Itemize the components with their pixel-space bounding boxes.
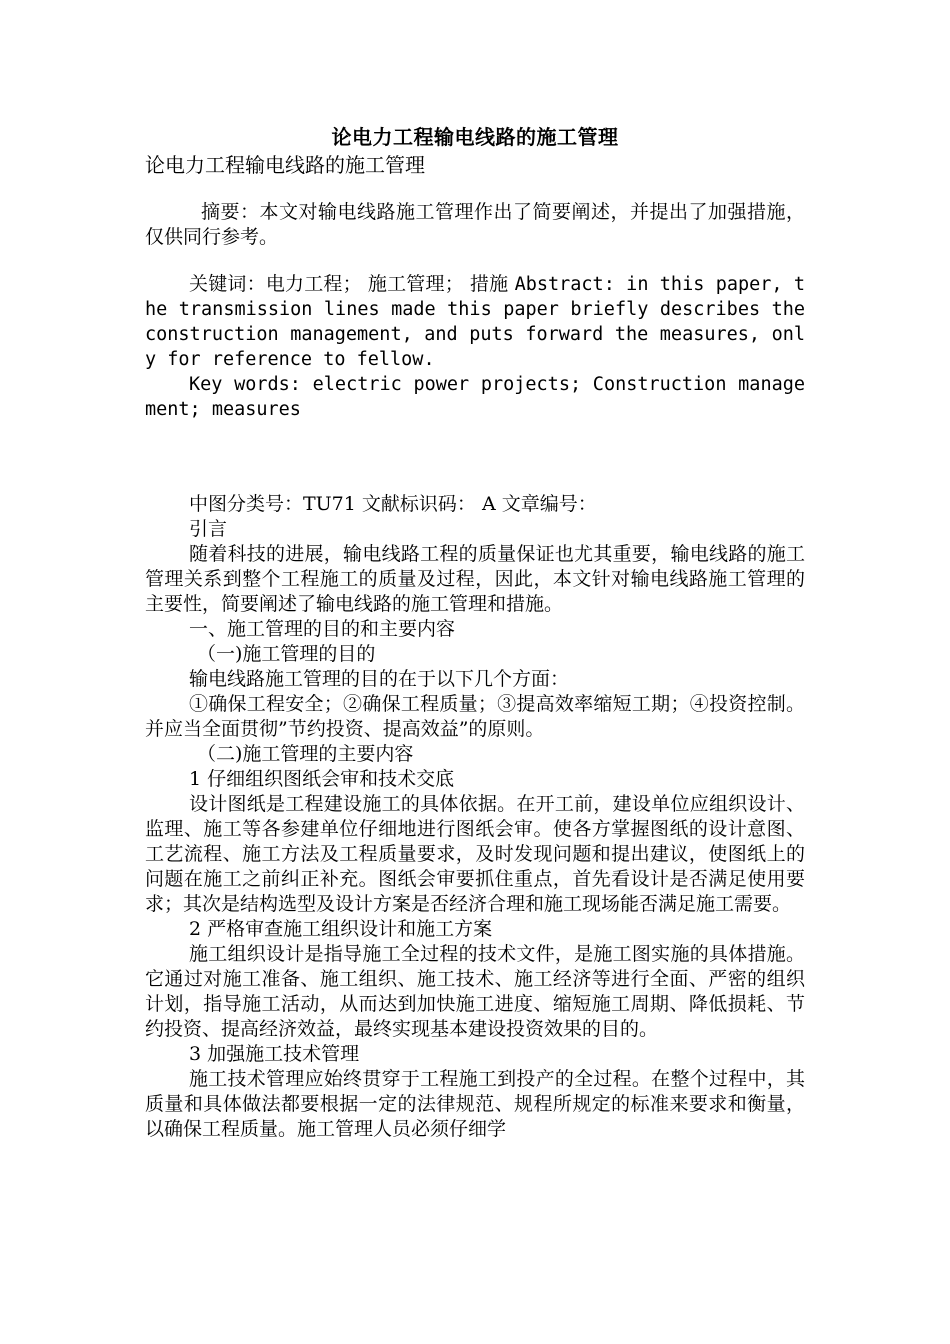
item3-heading: 3 加强施工技术管理 <box>189 1043 360 1065</box>
sub2-heading: （二)施工管理的主要内容 <box>197 743 414 765</box>
intro-paragraph: 随着科技的进展，输电线路工程的质量保证也尤其重要，输电线路的施工管理关系到整个工程施工的质量及过程，因此，本文针对输电线路施工管理的主要性，简要阐述了输电线路的施工管理和措施。 <box>145 543 805 615</box>
item2-paragraph: 施工组织设计是指导施工全过程的技术文件，是施工图实施的具体措施。它通过对施工准备、施工组织、施工技术、施工经济等进行全面、严密的组织计划，指导施工活动，从而达到加快施工进度、缩短施工周期、降低损耗、节约投资、提高经济效益，最终实现基本建设投资效果的目的。 <box>145 943 805 1040</box>
document-page <box>145 122 805 1142</box>
classification-line: 中图分类号：TU71 文献标识码： A 文章编号： <box>189 493 597 515</box>
document-subtitle: 论电力工程输电线路的施工管理 <box>145 153 425 177</box>
sub1-paragraph: ①确保工程安全；②确保工程质量；③提高效率缩短工期；④投资控制。并应当全面贯彻”节约投资、提高效益”的原则。 <box>145 693 805 740</box>
item2-heading: 2 严格审查施工组织设计和施工方案 <box>189 918 493 940</box>
item1-heading: 1 仔细组织图纸会审和技术交底 <box>189 768 455 790</box>
section1-heading: 一、施工管理的目的和主要内容 <box>189 618 456 640</box>
abstract-en: Abstract: in this paper, the transmission lines made this paper briefly describes the construction management, and puts forward the measures, only for reference to fellow. <box>145 274 805 370</box>
abstract-cn: 摘要：本文对输电线路施工管理作出了简要阐述，并提出了加强措施，仅供同行参考。 <box>145 201 805 248</box>
sub1-lead: 输电线路施工管理的目的在于以下几个方面： <box>189 668 570 690</box>
spacer <box>145 178 805 200</box>
intro-heading: 引言 <box>189 518 228 540</box>
document-title: 论电力工程输电线路的施工管理 <box>331 125 619 149</box>
item1-paragraph: 设计图纸是工程建设施工的具体依据。在开工前，建设单位应组织设计、监理、施工等各参建单位仔细地进行图纸会审。使各方掌握图纸的设计意图、工艺流程、施工方法及工程质量要求，及时发现问题和提出建议，使图纸上的问题在施工之前纠正补充。图纸会审要抓住重点，首先看设计是否满足使用要求；其次是结构选型及设计方案是否经济合理和施工现场能否满足施工需要。 <box>145 793 805 915</box>
keywords-cn: 关键词：电力工程； 施工管理； 措施 <box>189 273 515 295</box>
sub1-heading: （一)施工管理的目的 <box>197 643 376 665</box>
spacer <box>145 250 805 272</box>
item3-paragraph: 施工技术管理应始终贯穿于工程施工到投产的全过程。在整个过程中，其质量和具体做法都要根据一定的法律规范、规程所规定的标准来要求和衡量，以确保工程质量。施工管理人员必须仔细学 <box>145 1068 805 1140</box>
spacer <box>145 422 805 492</box>
keywords-and-abstract-en <box>145 272 805 372</box>
keywords-en: Key words: electric power projects; Construction management; measures <box>145 374 805 420</box>
